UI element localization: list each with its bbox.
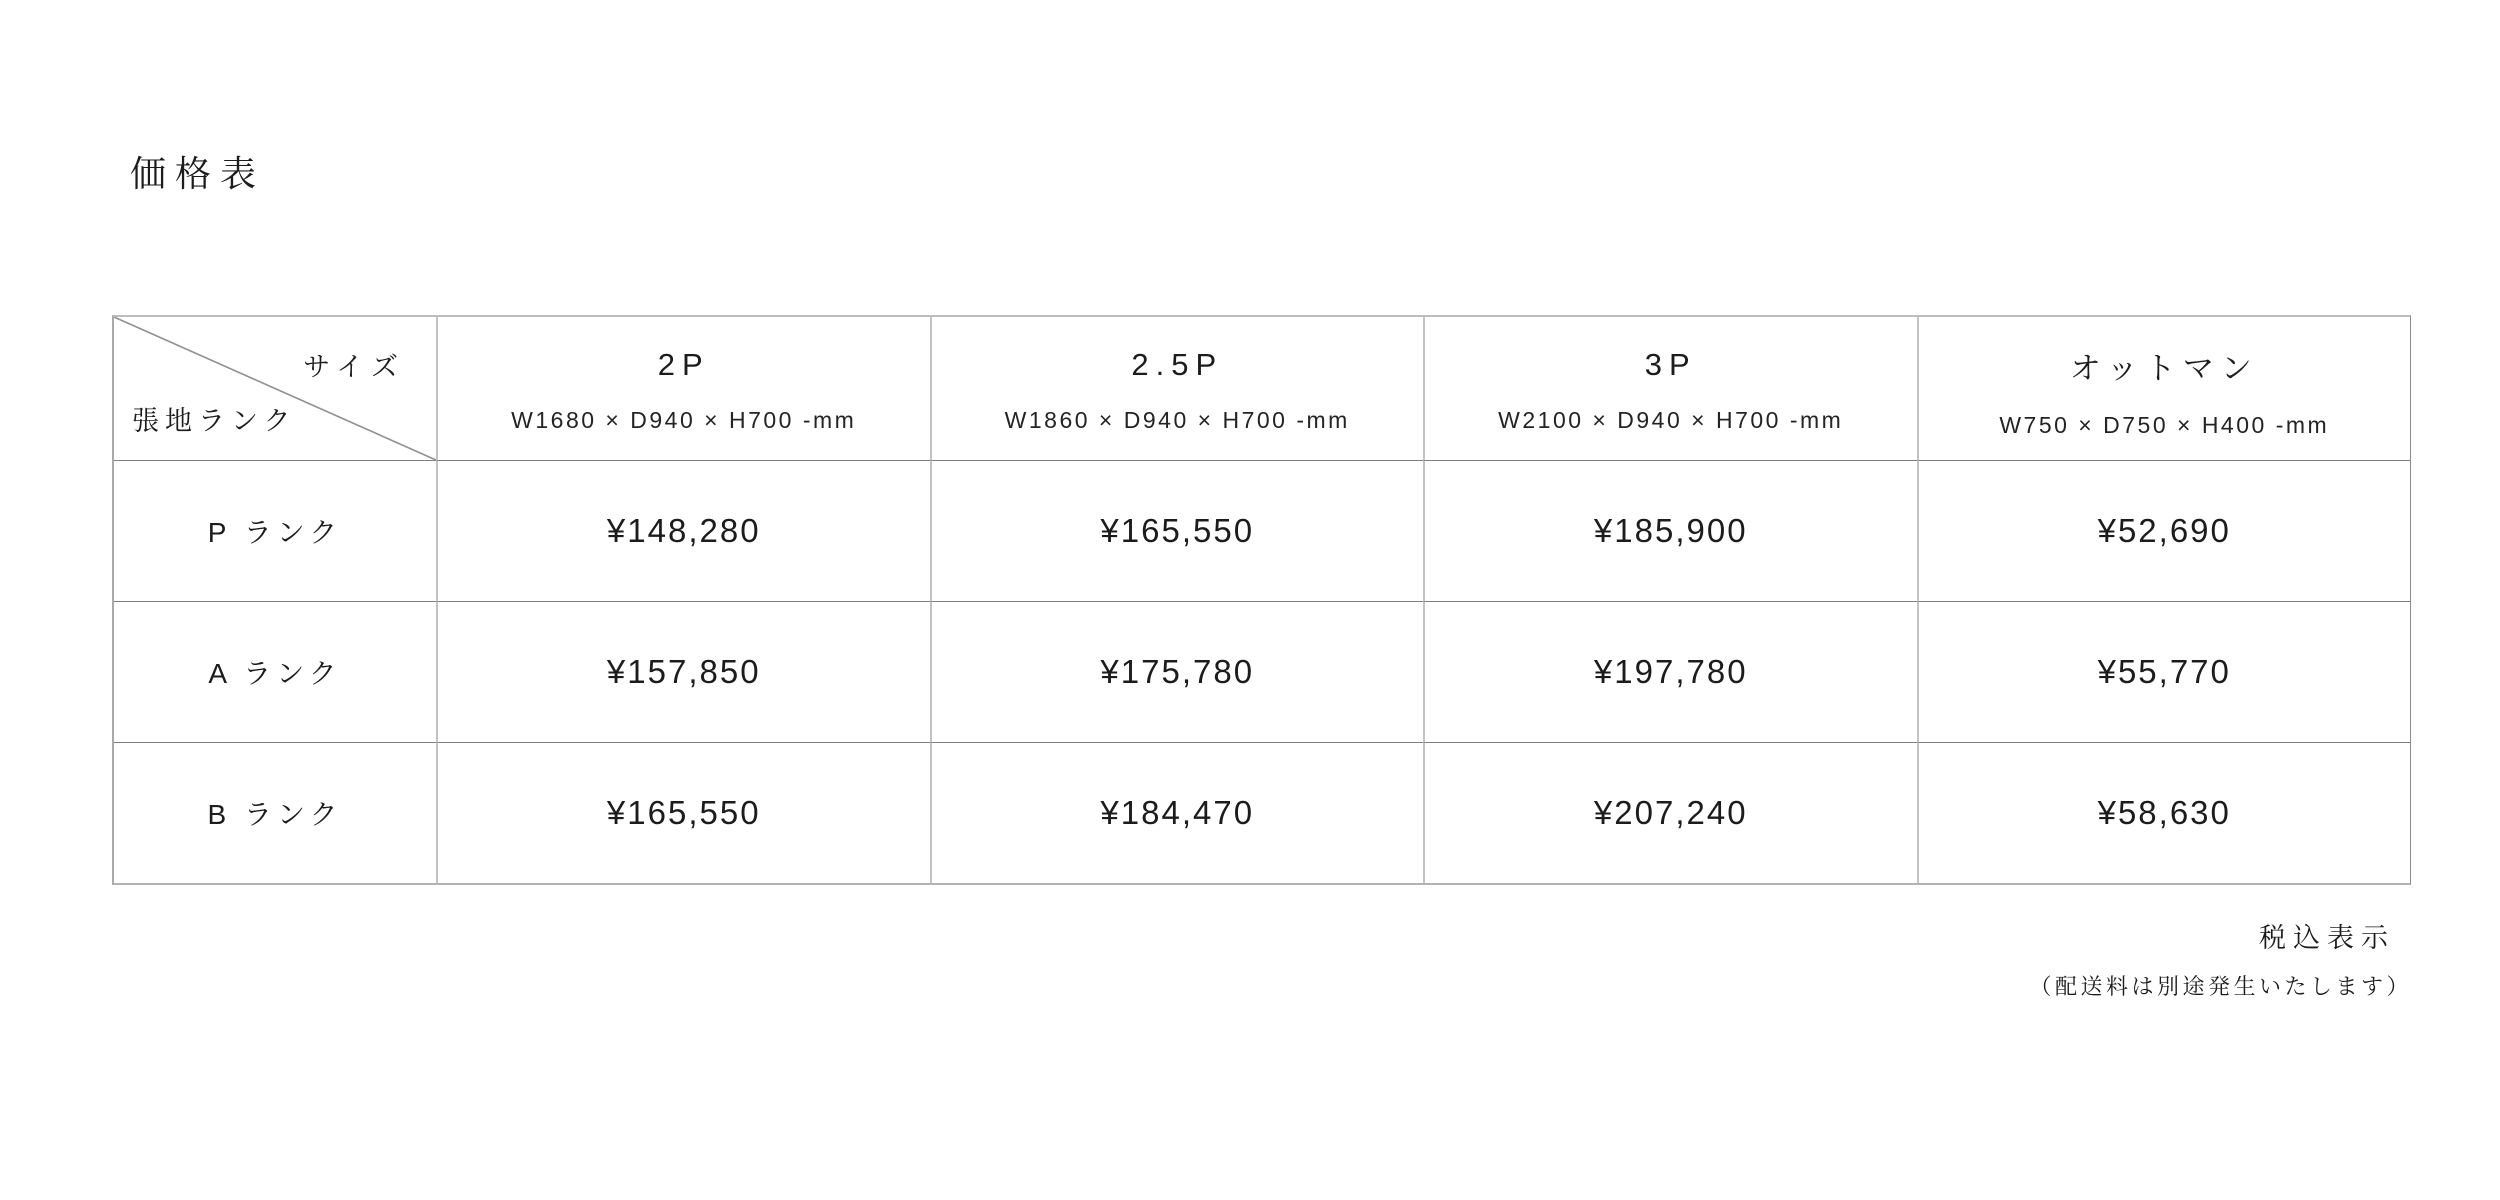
column-header-3p (1423, 317, 1917, 460)
price-cell-a-3p: ¥197,780 (1423, 601, 1917, 742)
price-table (112, 315, 2411, 885)
price-cell-a-2p: ¥157,850 (436, 601, 930, 742)
page-title: 価格表 (130, 153, 266, 194)
column-dimensions: W750 × D750 × H400 -mm (1999, 411, 2330, 438)
column-header-ottoman (1917, 317, 2411, 460)
corner-size-label: サイズ (303, 352, 406, 382)
price-cell-p-ottoman: ¥52,690 (1917, 460, 2411, 601)
price-cell-b-3p: ¥207,240 (1423, 742, 1917, 883)
price-cell-p-2p: ¥148,280 (436, 460, 930, 601)
column-name: 2.5P (1131, 347, 1224, 382)
footnote-tax-included: 税込表示 (2259, 923, 2395, 953)
price-cell-b-2-5p: ¥184,470 (930, 742, 1424, 883)
footnote-shipping-note: （配送料は別途発生いたします） (2029, 974, 2412, 999)
price-cell-b-2p: ¥165,550 (436, 742, 930, 883)
column-dimensions: W1860 × D940 × H700 -mm (1004, 407, 1350, 433)
column-header-2p (436, 317, 930, 460)
price-cell-p-3p: ¥185,900 (1423, 460, 1917, 601)
price-cell-b-ottoman: ¥58,630 (1917, 742, 2411, 883)
column-name: 3P (1644, 347, 1697, 382)
row-label-b-rank: B ランク (114, 742, 436, 883)
diagonal-divider-line (114, 317, 436, 460)
price-cell-a-2-5p: ¥175,780 (930, 601, 1424, 742)
table-corner-cell (114, 317, 436, 460)
row-label-a-rank: A ランク (114, 601, 436, 742)
column-name: 2P (657, 347, 710, 382)
column-dimensions: W2100 × D940 × H700 -mm (1498, 407, 1844, 433)
column-header-2-5p (930, 317, 1424, 460)
column-name: オットマン (2069, 350, 2259, 386)
corner-rank-label: 張地ランク (132, 406, 297, 436)
row-label-p-rank: P ランク (114, 460, 436, 601)
column-dimensions: W1680 × D940 × H700 -mm (511, 407, 857, 433)
price-cell-a-ottoman: ¥55,770 (1917, 601, 2411, 742)
price-cell-p-2-5p: ¥165,550 (930, 460, 1424, 601)
